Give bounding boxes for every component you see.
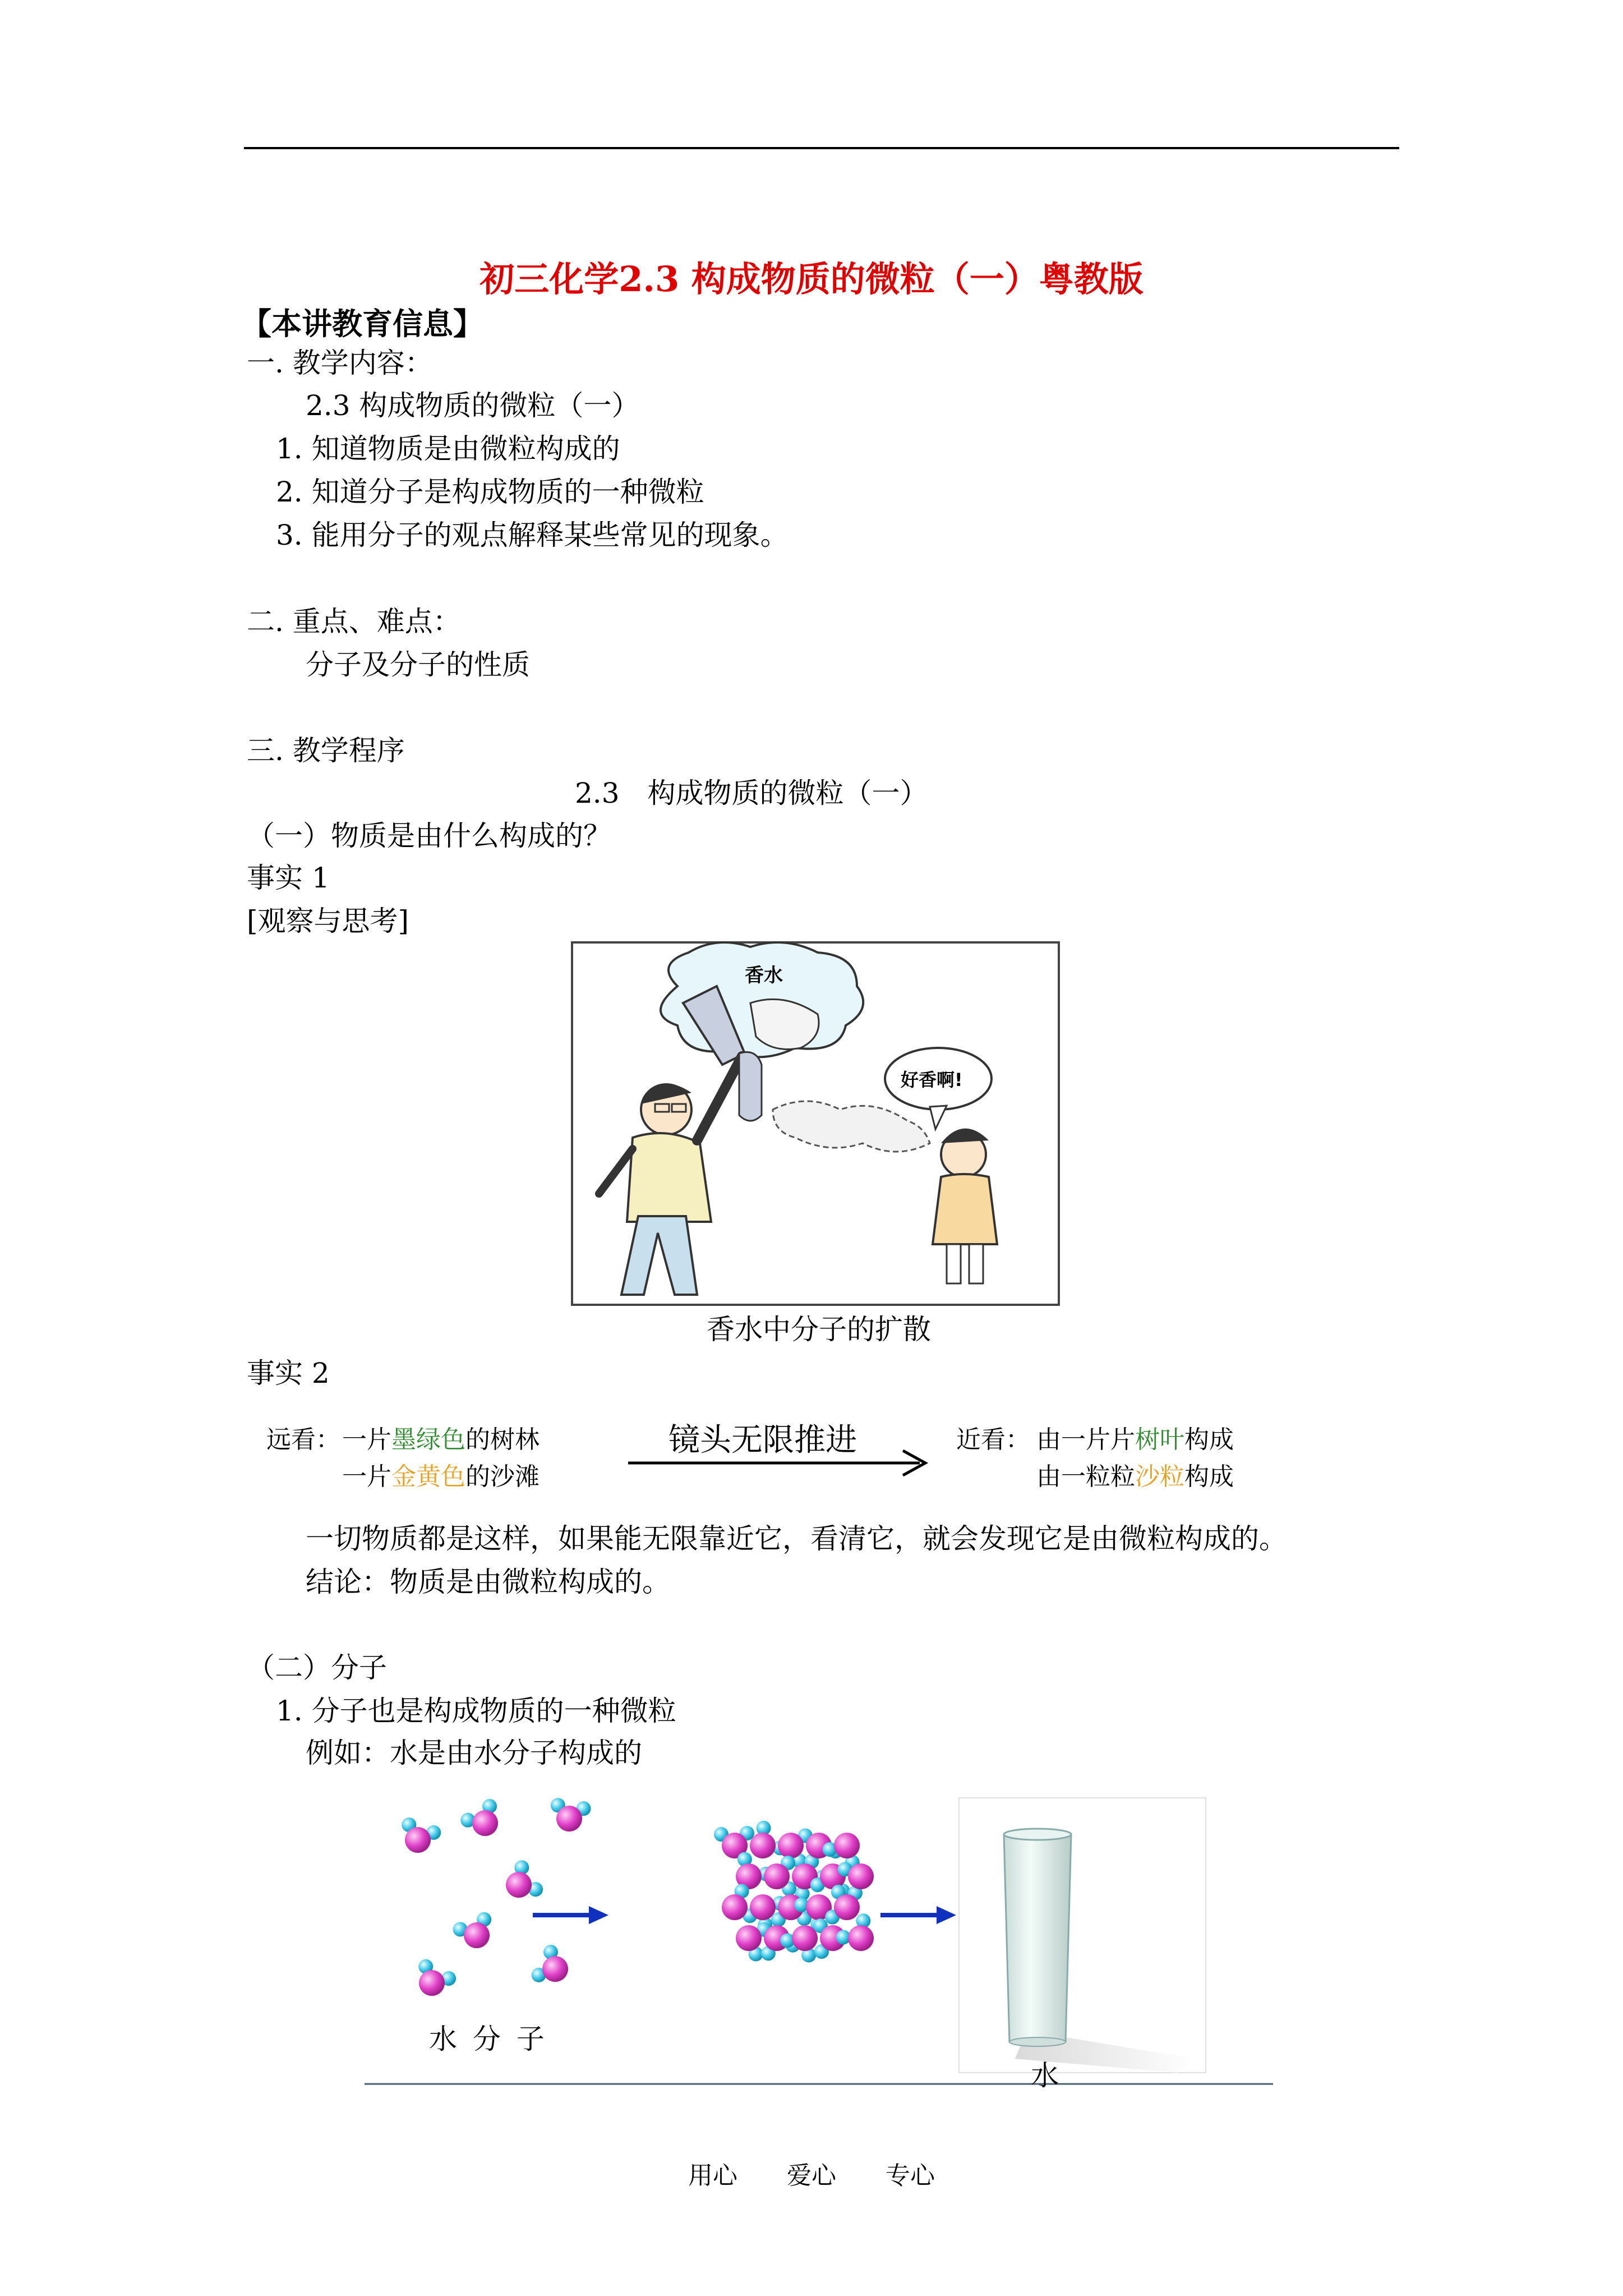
perfume-cartoon [571,941,1060,1306]
objective-item-2: 2. 知道分子是构成物质的一种微粒 [276,476,704,508]
near-view-line-1 [1036,1419,1234,1455]
water-molecule [532,1945,568,1982]
water-molecule [764,1856,796,1896]
illustration-caption: 香水中分子的扩散 [707,1313,931,1346]
objective-item-3: 3. 能用分子的观点解释某些常见的现象。 [276,519,789,551]
near-view-line-2 [1036,1456,1234,1492]
water-molecule-label: 水 分 子 [429,2023,548,2055]
far-line2-color-word: 金黄色 [391,1462,465,1491]
page-footer: 用心 爱心 专心 [688,2161,935,2190]
near-line1-color-word: 树叶 [1135,1425,1184,1454]
near-line2-color-word: 沙粒 [1135,1462,1184,1491]
water-molecule [402,1818,441,1853]
near-view-label: 近看： [956,1425,1030,1454]
far-view-line-2 [342,1456,540,1492]
section1-heading: 一. 教学内容： [247,347,433,379]
info-header: 【本讲教育信息】 [241,306,483,342]
near-line2-prefix: 由一粒粒 [1036,1462,1135,1491]
part2-heading: （二）分子 [247,1651,387,1684]
near-line1-suffix: 构成 [1184,1425,1234,1454]
conclusion: 结论：物质是由微粒构成的。 [306,1566,670,1598]
page-title: 初三化学2.3 构成物质的微粒（一）粤教版 [479,259,1144,300]
far-view-line-1 [342,1419,540,1455]
arrow-right-icon [533,1906,608,1924]
part2-item-1: 1. 分子也是构成物质的一种微粒 [276,1695,676,1727]
section3-heading: 三. 教学程序 [247,734,405,767]
fact2-label: 事实 2 [247,1357,330,1389]
header-rule [244,147,1399,149]
far-view-label: 远看： [266,1425,340,1454]
water-molecule [418,1959,456,1996]
section2-body: 分子及分子的性质 [306,648,530,681]
arrow-right-icon [880,1906,956,1924]
far-line1-prefix: 一片 [342,1425,391,1454]
near-line1-prefix: 由一片片 [1036,1425,1135,1454]
zoom-label: 镜头无限推进 [668,1422,857,1458]
near-line2-suffix: 构成 [1184,1462,1234,1491]
far-line2-suffix: 的沙滩 [465,1462,540,1491]
far-line2-prefix: 一片 [342,1462,391,1491]
part2-example: 例如：水是由水分子构成的 [306,1737,642,1769]
water-label: 水 [1031,2059,1059,2092]
paragraph-all-matter: 一切物质都是这样，如果能无限靠近它，看清它，就会发现它是由微粒构成的。 [306,1522,1287,1555]
part1-heading: （一）物质是由什么构成的？ [247,820,611,852]
section3-center-title: 2.3 构成物质的微粒（一） [575,777,928,809]
section1-subheading: 2.3 构成物质的微粒（一） [306,389,640,422]
cartoon-bubble-perfume: 香水 [745,964,783,987]
objective-item-1: 1. 知道物质是由微粒构成的 [276,432,620,465]
water-molecule [506,1860,543,1898]
cartoon-bubble-nice-smell: 好香啊! [901,1069,963,1091]
far-line1-color-word: 墨绿色 [391,1425,465,1454]
water-molecule [551,1798,591,1832]
far-line1-suffix: 的树林 [465,1425,540,1454]
water-molecule [460,1799,498,1836]
fact1-label: 事实 1 [247,862,330,894]
perfume-diffusion-illustration [571,941,1060,1306]
arrow-right-icon [628,1446,931,1480]
observe-label: [观察与思考] [247,905,409,937]
section2-heading: 二. 重点、难点： [247,605,461,638]
zoom-arrow [628,1446,931,1480]
water-molecule [453,1912,492,1948]
